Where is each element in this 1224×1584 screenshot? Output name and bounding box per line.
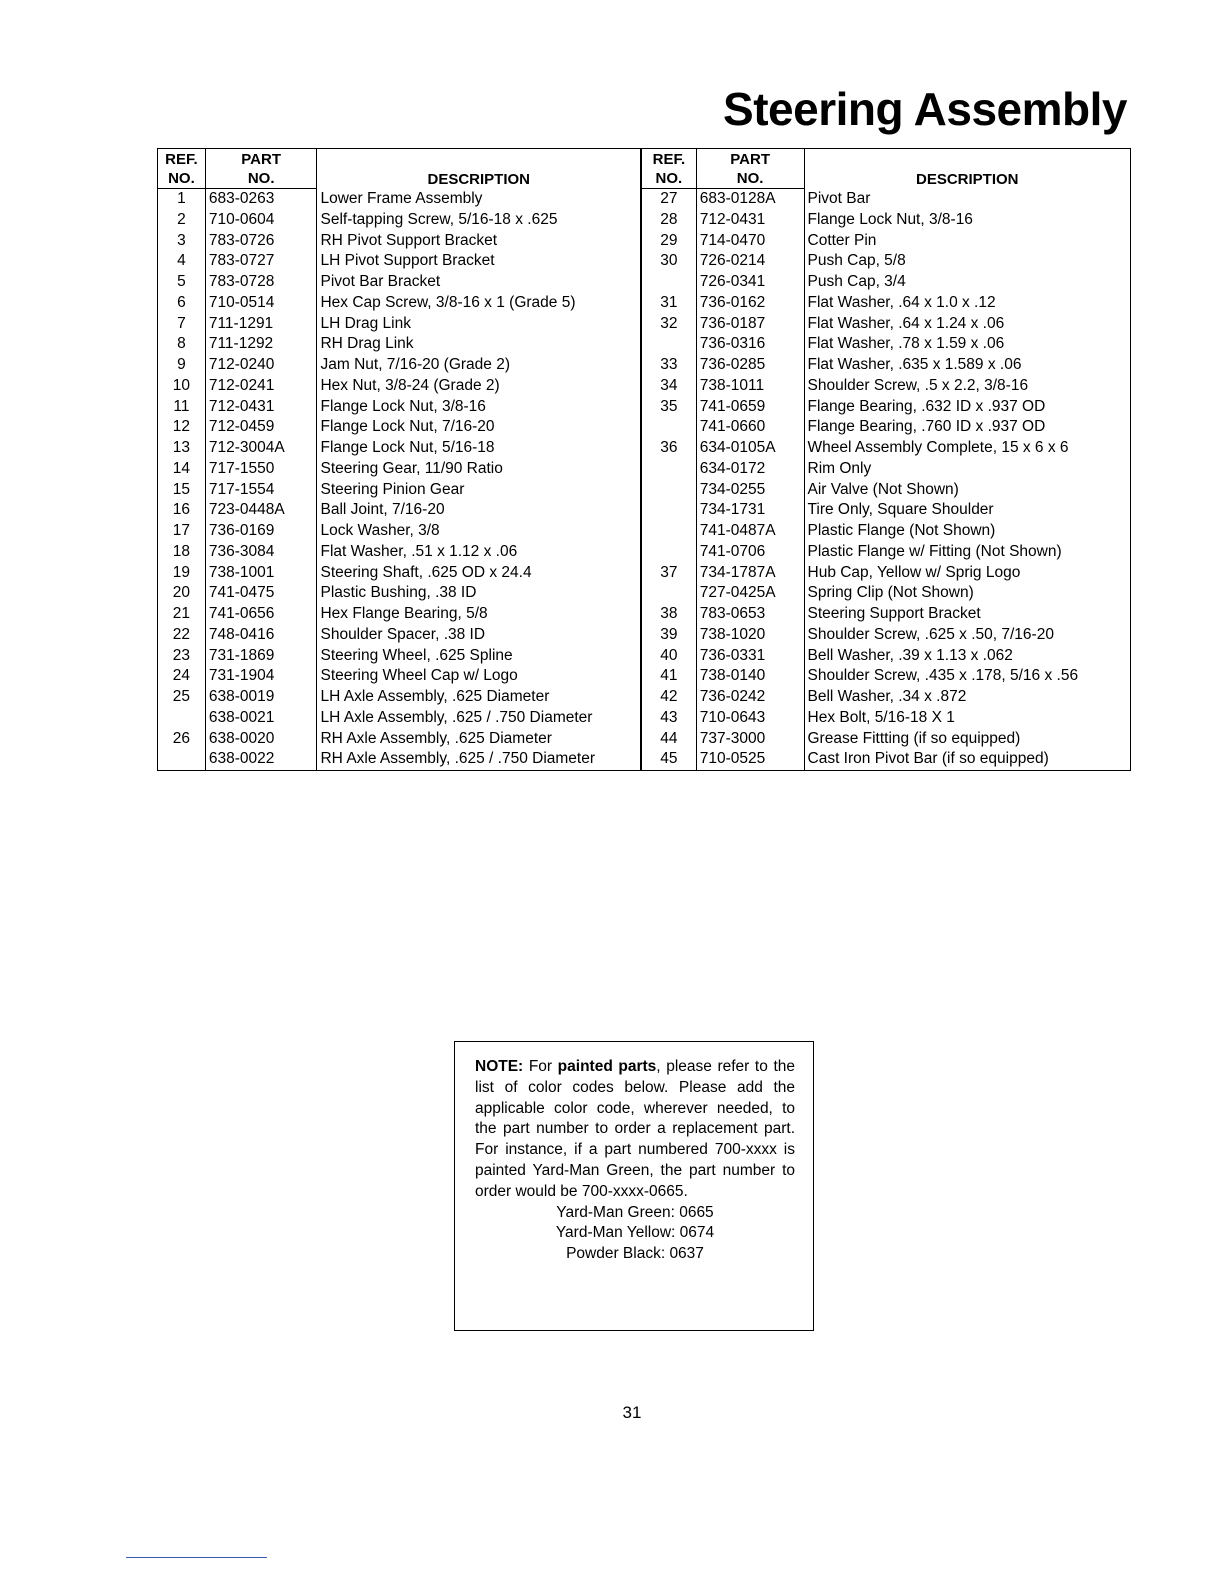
part-number: 783-0726 xyxy=(205,231,317,252)
table-row xyxy=(158,293,641,314)
ref-number: 31 xyxy=(642,293,697,314)
part-description: Jam Nut, 7/16-20 (Grade 2) xyxy=(317,355,641,376)
table-row xyxy=(642,376,1131,397)
part-number: 683-0263 xyxy=(205,189,317,210)
table-row xyxy=(158,210,641,231)
part-description: Shoulder Spacer, .38 ID xyxy=(317,625,641,646)
part-description: RH Axle Assembly, .625 Diameter xyxy=(317,729,641,750)
table-row xyxy=(158,438,641,459)
table-row xyxy=(642,272,1131,293)
header-ref: REF. xyxy=(158,149,206,169)
part-number: 712-0431 xyxy=(696,210,804,231)
table-row xyxy=(158,542,641,563)
part-description: Shoulder Screw, .625 x .50, 7/16-20 xyxy=(804,625,1131,646)
part-number: 726-0341 xyxy=(696,272,804,293)
part-number: 738-0140 xyxy=(696,666,804,687)
page-number: 31 xyxy=(622,1403,642,1422)
part-number: 736-0331 xyxy=(696,646,804,667)
part-number: 710-0514 xyxy=(205,293,317,314)
ref-number xyxy=(642,417,697,438)
part-number: 723-0448A xyxy=(205,500,317,521)
part-number: 741-0659 xyxy=(696,397,804,418)
painted-parts-note xyxy=(454,1041,814,1331)
ref-number xyxy=(642,459,697,480)
table-row xyxy=(158,480,641,501)
header-ref-no: NO. xyxy=(642,169,697,189)
table-row xyxy=(642,210,1131,231)
part-description: Grease Fittting (if so equipped) xyxy=(804,729,1131,750)
table-row xyxy=(642,563,1131,584)
table-row xyxy=(642,583,1131,604)
table-row xyxy=(642,293,1131,314)
ref-number: 15 xyxy=(158,480,206,501)
table-row xyxy=(642,438,1131,459)
part-number: 712-3004A xyxy=(205,438,317,459)
ref-number: 11 xyxy=(158,397,206,418)
part-description: Flange Bearing, .632 ID x .937 OD xyxy=(804,397,1131,418)
part-number: 736-0187 xyxy=(696,314,804,335)
part-number: 638-0022 xyxy=(205,749,317,770)
part-number: 738-1011 xyxy=(696,376,804,397)
part-number: 741-0706 xyxy=(696,542,804,563)
part-number: 741-0475 xyxy=(205,583,317,604)
part-description: Flat Washer, .635 x 1.589 x .06 xyxy=(804,355,1131,376)
ref-number: 5 xyxy=(158,272,206,293)
part-number: 711-1292 xyxy=(205,334,317,355)
table-row xyxy=(158,397,641,418)
color-code: Yard-Man Green: 0665 xyxy=(556,1203,714,1221)
ref-number: 45 xyxy=(642,749,697,770)
ref-number: 24 xyxy=(158,666,206,687)
part-number: 736-0316 xyxy=(696,334,804,355)
part-description: Lower Frame Assembly xyxy=(317,189,641,210)
part-description: Flange Lock Nut, 7/16-20 xyxy=(317,417,641,438)
ref-number: 2 xyxy=(158,210,206,231)
header-ref-no: NO. xyxy=(158,169,206,189)
table-row xyxy=(158,521,641,542)
color-code: Yard-Man Yellow: 0674 xyxy=(555,1224,715,1242)
ref-number: 34 xyxy=(642,376,697,397)
ref-number: 29 xyxy=(642,231,697,252)
header-part: PART xyxy=(205,149,317,169)
part-description: Push Cap, 3/4 xyxy=(804,272,1131,293)
table-row xyxy=(642,314,1131,335)
table-row xyxy=(158,749,641,770)
note-body: , please refer to the list of color codes below. Please add the applicable color code, wherever needed, to the part number to order a replacement part. For instance, if a part numbered 700-xxxx is painted Yard-Man Green, the part number to order would be 700-xxxx-0665. xyxy=(475,1058,795,1200)
table-row xyxy=(158,687,641,708)
note-text xyxy=(475,1057,795,1203)
ref-number xyxy=(642,334,697,355)
ref-number: 23 xyxy=(158,646,206,667)
part-number: 714-0470 xyxy=(696,231,804,252)
ref-number xyxy=(642,583,697,604)
table-row xyxy=(642,334,1131,355)
part-description: Steering Shaft, .625 OD x 24.4 xyxy=(317,563,641,584)
part-description: LH Drag Link xyxy=(317,314,641,335)
table-row xyxy=(158,417,641,438)
color-code-list xyxy=(475,1203,795,1265)
table-row xyxy=(642,521,1131,542)
ref-number: 12 xyxy=(158,417,206,438)
part-number: 741-0660 xyxy=(696,417,804,438)
part-number: 638-0021 xyxy=(205,708,317,729)
ref-number: 25 xyxy=(158,687,206,708)
table-row xyxy=(642,708,1131,729)
part-description: RH Axle Assembly, .625 / .750 Diameter xyxy=(317,749,641,770)
part-number: 717-1550 xyxy=(205,459,317,480)
part-description: Steering Wheel, .625 Spline xyxy=(317,646,641,667)
ref-number: 1 xyxy=(158,189,206,210)
table-row xyxy=(642,666,1131,687)
part-number: 731-1869 xyxy=(205,646,317,667)
part-description: Cast Iron Pivot Bar (if so equipped) xyxy=(804,749,1131,770)
part-description: Plastic Flange w/ Fitting (Not Shown) xyxy=(804,542,1131,563)
part-description: Flange Lock Nut, 3/8-16 xyxy=(804,210,1131,231)
part-number: 748-0416 xyxy=(205,625,317,646)
part-number: 737-3000 xyxy=(696,729,804,750)
part-number: 783-0728 xyxy=(205,272,317,293)
table-row xyxy=(158,272,641,293)
part-description: Shoulder Screw, .435 x .178, 5/16 x .56 xyxy=(804,666,1131,687)
part-description: Steering Support Bracket xyxy=(804,604,1131,625)
ref-number: 13 xyxy=(158,438,206,459)
part-number: 634-0105A xyxy=(696,438,804,459)
part-number: 712-0459 xyxy=(205,417,317,438)
table-row xyxy=(642,459,1131,480)
part-description: Pivot Bar Bracket xyxy=(317,272,641,293)
part-description: Spring Clip (Not Shown) xyxy=(804,583,1131,604)
part-description: Steering Wheel Cap w/ Logo xyxy=(317,666,641,687)
part-description: RH Drag Link xyxy=(317,334,641,355)
part-description: Flat Washer, .64 x 1.24 x .06 xyxy=(804,314,1131,335)
ref-number: 19 xyxy=(158,563,206,584)
part-number: 712-0431 xyxy=(205,397,317,418)
part-number: 710-0643 xyxy=(696,708,804,729)
table-row xyxy=(642,355,1131,376)
part-number: 741-0487A xyxy=(696,521,804,542)
part-description: Shoulder Screw, .5 x 2.2, 3/8-16 xyxy=(804,376,1131,397)
header-ref: REF. xyxy=(642,149,697,169)
table-row xyxy=(642,604,1131,625)
table-row xyxy=(158,231,641,252)
ref-number xyxy=(158,708,206,729)
part-number: 683-0128A xyxy=(696,189,804,210)
ref-number: 9 xyxy=(158,355,206,376)
ref-number: 30 xyxy=(642,251,697,272)
table-row xyxy=(642,417,1131,438)
ref-number xyxy=(642,542,697,563)
ref-number: 26 xyxy=(158,729,206,750)
part-description: Self-tapping Screw, 5/16-18 x .625 xyxy=(317,210,641,231)
part-description: Bell Washer, .34 x .872 xyxy=(804,687,1131,708)
parts-table-right-body xyxy=(642,189,1131,771)
part-description: Flange Lock Nut, 5/16-18 xyxy=(317,438,641,459)
page-title: Steering Assembly xyxy=(723,83,1127,135)
part-number: 717-1554 xyxy=(205,480,317,501)
ref-number: 14 xyxy=(158,459,206,480)
part-number: 710-0604 xyxy=(205,210,317,231)
table-row xyxy=(158,583,641,604)
part-number: 783-0727 xyxy=(205,251,317,272)
part-description: Tire Only, Square Shoulder xyxy=(804,500,1131,521)
part-number: 783-0653 xyxy=(696,604,804,625)
ref-number: 35 xyxy=(642,397,697,418)
table-row xyxy=(158,251,641,272)
part-description: Bell Washer, .39 x 1.13 x .062 xyxy=(804,646,1131,667)
ref-number: 37 xyxy=(642,563,697,584)
table-row xyxy=(158,666,641,687)
part-description: Flat Washer, .78 x 1.59 x .06 xyxy=(804,334,1131,355)
part-description: Push Cap, 5/8 xyxy=(804,251,1131,272)
part-description: LH Axle Assembly, .625 Diameter xyxy=(317,687,641,708)
table-row xyxy=(158,355,641,376)
ref-number: 44 xyxy=(642,729,697,750)
ref-number: 32 xyxy=(642,314,697,335)
ref-number: 17 xyxy=(158,521,206,542)
ref-number: 40 xyxy=(642,646,697,667)
table-row xyxy=(642,625,1131,646)
ref-number: 42 xyxy=(642,687,697,708)
part-number: 634-0172 xyxy=(696,459,804,480)
table-row xyxy=(642,749,1131,770)
part-number: 712-0241 xyxy=(205,376,317,397)
ref-number: 20 xyxy=(158,583,206,604)
table-row xyxy=(642,231,1131,252)
ref-number: 27 xyxy=(642,189,697,210)
header-description: DESCRIPTION xyxy=(317,149,641,189)
part-number: 736-0285 xyxy=(696,355,804,376)
color-code: Powder Black: 0637 xyxy=(566,1245,704,1263)
part-number: 727-0425A xyxy=(696,583,804,604)
part-description: LH Axle Assembly, .625 / .750 Diameter xyxy=(317,708,641,729)
part-description: Lock Washer, 3/8 xyxy=(317,521,641,542)
ref-number xyxy=(642,500,697,521)
part-description: Flat Washer, .64 x 1.0 x .12 xyxy=(804,293,1131,314)
ref-number xyxy=(642,272,697,293)
footer-rule xyxy=(126,1557,267,1558)
table-row xyxy=(642,729,1131,750)
ref-number: 8 xyxy=(158,334,206,355)
part-description: Hex Bolt, 5/16-18 X 1 xyxy=(804,708,1131,729)
part-number: 710-0525 xyxy=(696,749,804,770)
table-row xyxy=(642,500,1131,521)
table-row xyxy=(158,646,641,667)
part-number: 741-0656 xyxy=(205,604,317,625)
part-description: Flange Lock Nut, 3/8-16 xyxy=(317,397,641,418)
table-row xyxy=(642,251,1131,272)
ref-number: 7 xyxy=(158,314,206,335)
part-number: 638-0019 xyxy=(205,687,317,708)
note-pre-bold: For xyxy=(523,1058,558,1075)
ref-number xyxy=(642,480,697,501)
part-description: LH Pivot Support Bracket xyxy=(317,251,641,272)
table-row xyxy=(642,542,1131,563)
part-description: Plastic Flange (Not Shown) xyxy=(804,521,1131,542)
table-row xyxy=(158,708,641,729)
part-description: Hex Cap Screw, 3/8-16 x 1 (Grade 5) xyxy=(317,293,641,314)
parts-table-right xyxy=(641,148,1131,771)
note-label: NOTE: xyxy=(475,1058,524,1075)
table-row xyxy=(158,729,641,750)
part-description: Cotter Pin xyxy=(804,231,1131,252)
part-number: 734-0255 xyxy=(696,480,804,501)
part-number: 734-1787A xyxy=(696,563,804,584)
table-row xyxy=(158,604,641,625)
part-description: RH Pivot Support Bracket xyxy=(317,231,641,252)
table-row xyxy=(158,376,641,397)
part-number: 726-0214 xyxy=(696,251,804,272)
table-row xyxy=(642,397,1131,418)
part-description: Plastic Bushing, .38 ID xyxy=(317,583,641,604)
ref-number: 33 xyxy=(642,355,697,376)
part-number: 736-3084 xyxy=(205,542,317,563)
ref-number: 22 xyxy=(158,625,206,646)
ref-number: 36 xyxy=(642,438,697,459)
part-number: 711-1291 xyxy=(205,314,317,335)
table-row xyxy=(158,563,641,584)
part-description: Hub Cap, Yellow w/ Sprig Logo xyxy=(804,563,1131,584)
part-number: 731-1904 xyxy=(205,666,317,687)
part-number: 736-0242 xyxy=(696,687,804,708)
table-row xyxy=(158,334,641,355)
part-description: Wheel Assembly Complete, 15 x 6 x 6 xyxy=(804,438,1131,459)
part-description: Pivot Bar xyxy=(804,189,1131,210)
ref-number: 38 xyxy=(642,604,697,625)
part-description: Hex Nut, 3/8-24 (Grade 2) xyxy=(317,376,641,397)
ref-number xyxy=(642,521,697,542)
table-row xyxy=(158,459,641,480)
ref-number: 16 xyxy=(158,500,206,521)
part-number: 738-1020 xyxy=(696,625,804,646)
header-description: DESCRIPTION xyxy=(804,149,1131,189)
part-description: Steering Pinion Gear xyxy=(317,480,641,501)
ref-number: 39 xyxy=(642,625,697,646)
ref-number: 6 xyxy=(158,293,206,314)
table-row xyxy=(642,480,1131,501)
part-description: Steering Gear, 11/90 Ratio xyxy=(317,459,641,480)
ref-number: 43 xyxy=(642,708,697,729)
header-part-no: NO. xyxy=(205,169,317,189)
ref-number: 4 xyxy=(158,251,206,272)
table-row xyxy=(642,687,1131,708)
part-description: Ball Joint, 7/16-20 xyxy=(317,500,641,521)
ref-number: 41 xyxy=(642,666,697,687)
ref-number: 10 xyxy=(158,376,206,397)
parts-table-left-body xyxy=(158,189,641,771)
part-number: 734-1731 xyxy=(696,500,804,521)
table-row xyxy=(158,314,641,335)
table-row xyxy=(642,646,1131,667)
note-bold-phrase: painted parts xyxy=(557,1058,657,1075)
part-description: Rim Only xyxy=(804,459,1131,480)
table-row xyxy=(158,500,641,521)
ref-number: 28 xyxy=(642,210,697,231)
header-part-no: NO. xyxy=(696,169,804,189)
part-number: 712-0240 xyxy=(205,355,317,376)
ref-number: 18 xyxy=(158,542,206,563)
part-description: Hex Flange Bearing, 5/8 xyxy=(317,604,641,625)
ref-number xyxy=(158,749,206,770)
part-number: 736-0162 xyxy=(696,293,804,314)
part-number: 638-0020 xyxy=(205,729,317,750)
table-row xyxy=(158,189,641,210)
header-part: PART xyxy=(696,149,804,169)
part-number: 738-1001 xyxy=(205,563,317,584)
table-row xyxy=(642,189,1131,210)
table-row xyxy=(158,625,641,646)
part-description: Flat Washer, .51 x 1.12 x .06 xyxy=(317,542,641,563)
ref-number: 3 xyxy=(158,231,206,252)
parts-table-left xyxy=(157,148,641,771)
part-description: Flange Bearing, .760 ID x .937 OD xyxy=(804,417,1131,438)
part-description: Air Valve (Not Shown) xyxy=(804,480,1131,501)
part-number: 736-0169 xyxy=(205,521,317,542)
ref-number: 21 xyxy=(158,604,206,625)
